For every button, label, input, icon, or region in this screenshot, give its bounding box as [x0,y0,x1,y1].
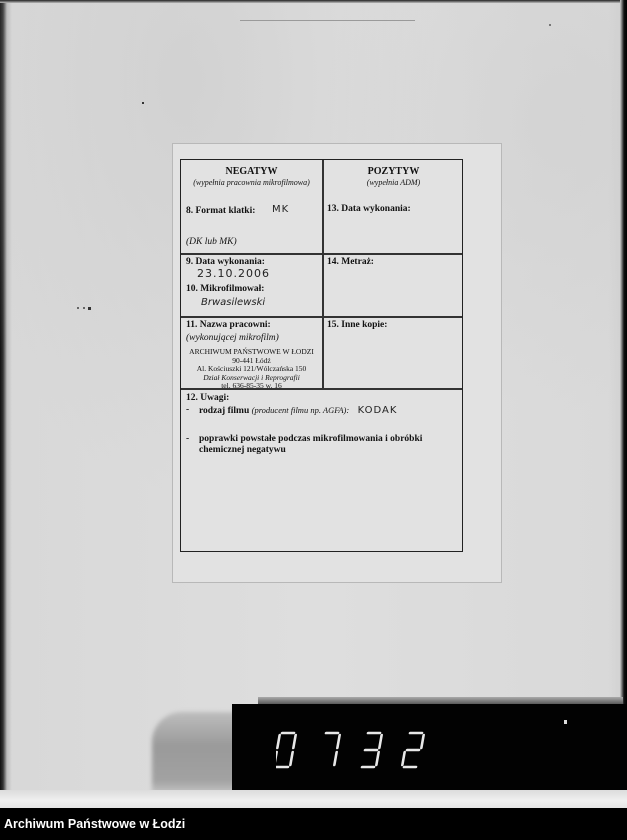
digit-2 [402,733,424,767]
row-divider [181,253,462,255]
stamp-line: tel. 636-85-35 w. 16 [221,381,282,390]
film-edge-right [620,0,627,808]
field-12-label: 12. Uwagi: [186,393,230,403]
remarks-item-film-type [199,405,397,417]
microfilm-form [180,159,463,552]
corrections-line: poprawki powstałe podczas mikrofilmowania i obróbki [199,434,423,444]
workshop-stamp [181,348,322,391]
field-9-label: 9. Data wykonania: [186,257,265,267]
film-type-value[interactable]: KODAK [357,405,398,416]
field-11-label: 11. Nazwa pracowni: [186,320,271,330]
pozytyw-title: POZYTYW [367,166,420,177]
stamp-line: Dział Konserwacji i Reprografii [203,372,300,382]
dust-speck [83,307,85,309]
corrections-line: chemicznej negatywu [199,445,286,455]
row-divider [181,316,462,318]
archive-footer [0,808,627,840]
field-14-label: 14. Metraż: [327,257,374,267]
field-8-value[interactable]: MK [272,204,290,215]
stamp-line: 90-441 Łódź [232,355,271,365]
dust-speck [142,102,144,104]
remarks-item-corrections [199,434,422,456]
field-15-label: 15. Inne kopie: [327,320,388,330]
digit-3 [362,733,382,767]
film-edge-top [0,0,627,3]
field-13-label: 13. Data wykonania: [327,204,411,214]
column-divider [322,160,324,388]
field-9-value[interactable]: 23.10.2006 [197,267,270,280]
field-11-hint: (wykonującej mikrofilm) [186,333,279,343]
film-type-label: rodzaj filmu [199,406,250,416]
negatyw-title: NEGATYW [225,166,278,177]
pozytyw-subtitle: (wypełnia ADM) [366,178,421,187]
remarks-bullet: - [186,434,190,444]
archive-name: Archiwum Państwowe w Łodzi [4,817,186,831]
field-8-hint: (DK lub MK) [186,237,237,247]
digit-0 [276,733,296,767]
film-mark-line [240,20,415,21]
film-edge-bottom [0,790,627,808]
field-8-label: 8. Format klatki: [186,206,256,216]
negatyw-subtitle: (wypełnia pracownia mikrofilmowa) [193,178,310,187]
film-type-hint: (producent filmu np. AGFA): [251,405,350,415]
counter-ghost-shadow [152,712,242,798]
digit-7 [320,733,340,765]
dust-speck [77,307,79,309]
dust-speck [88,307,91,310]
field-10-label: 10. Mikrofilmował: [186,284,265,294]
frame-number-display [276,731,436,771]
remarks-bullet: - [186,405,190,415]
stamp-line: Al. Kościuszki 121/Wólczańska 150 [196,364,307,373]
dust-speck [564,720,567,724]
stamp-line: ARCHIWUM PAŃSTWOWE W ŁODZI [189,347,314,356]
field-10-value[interactable]: Brwasilewski [201,297,266,308]
frame-counter [232,704,627,790]
dust-speck [549,24,551,26]
